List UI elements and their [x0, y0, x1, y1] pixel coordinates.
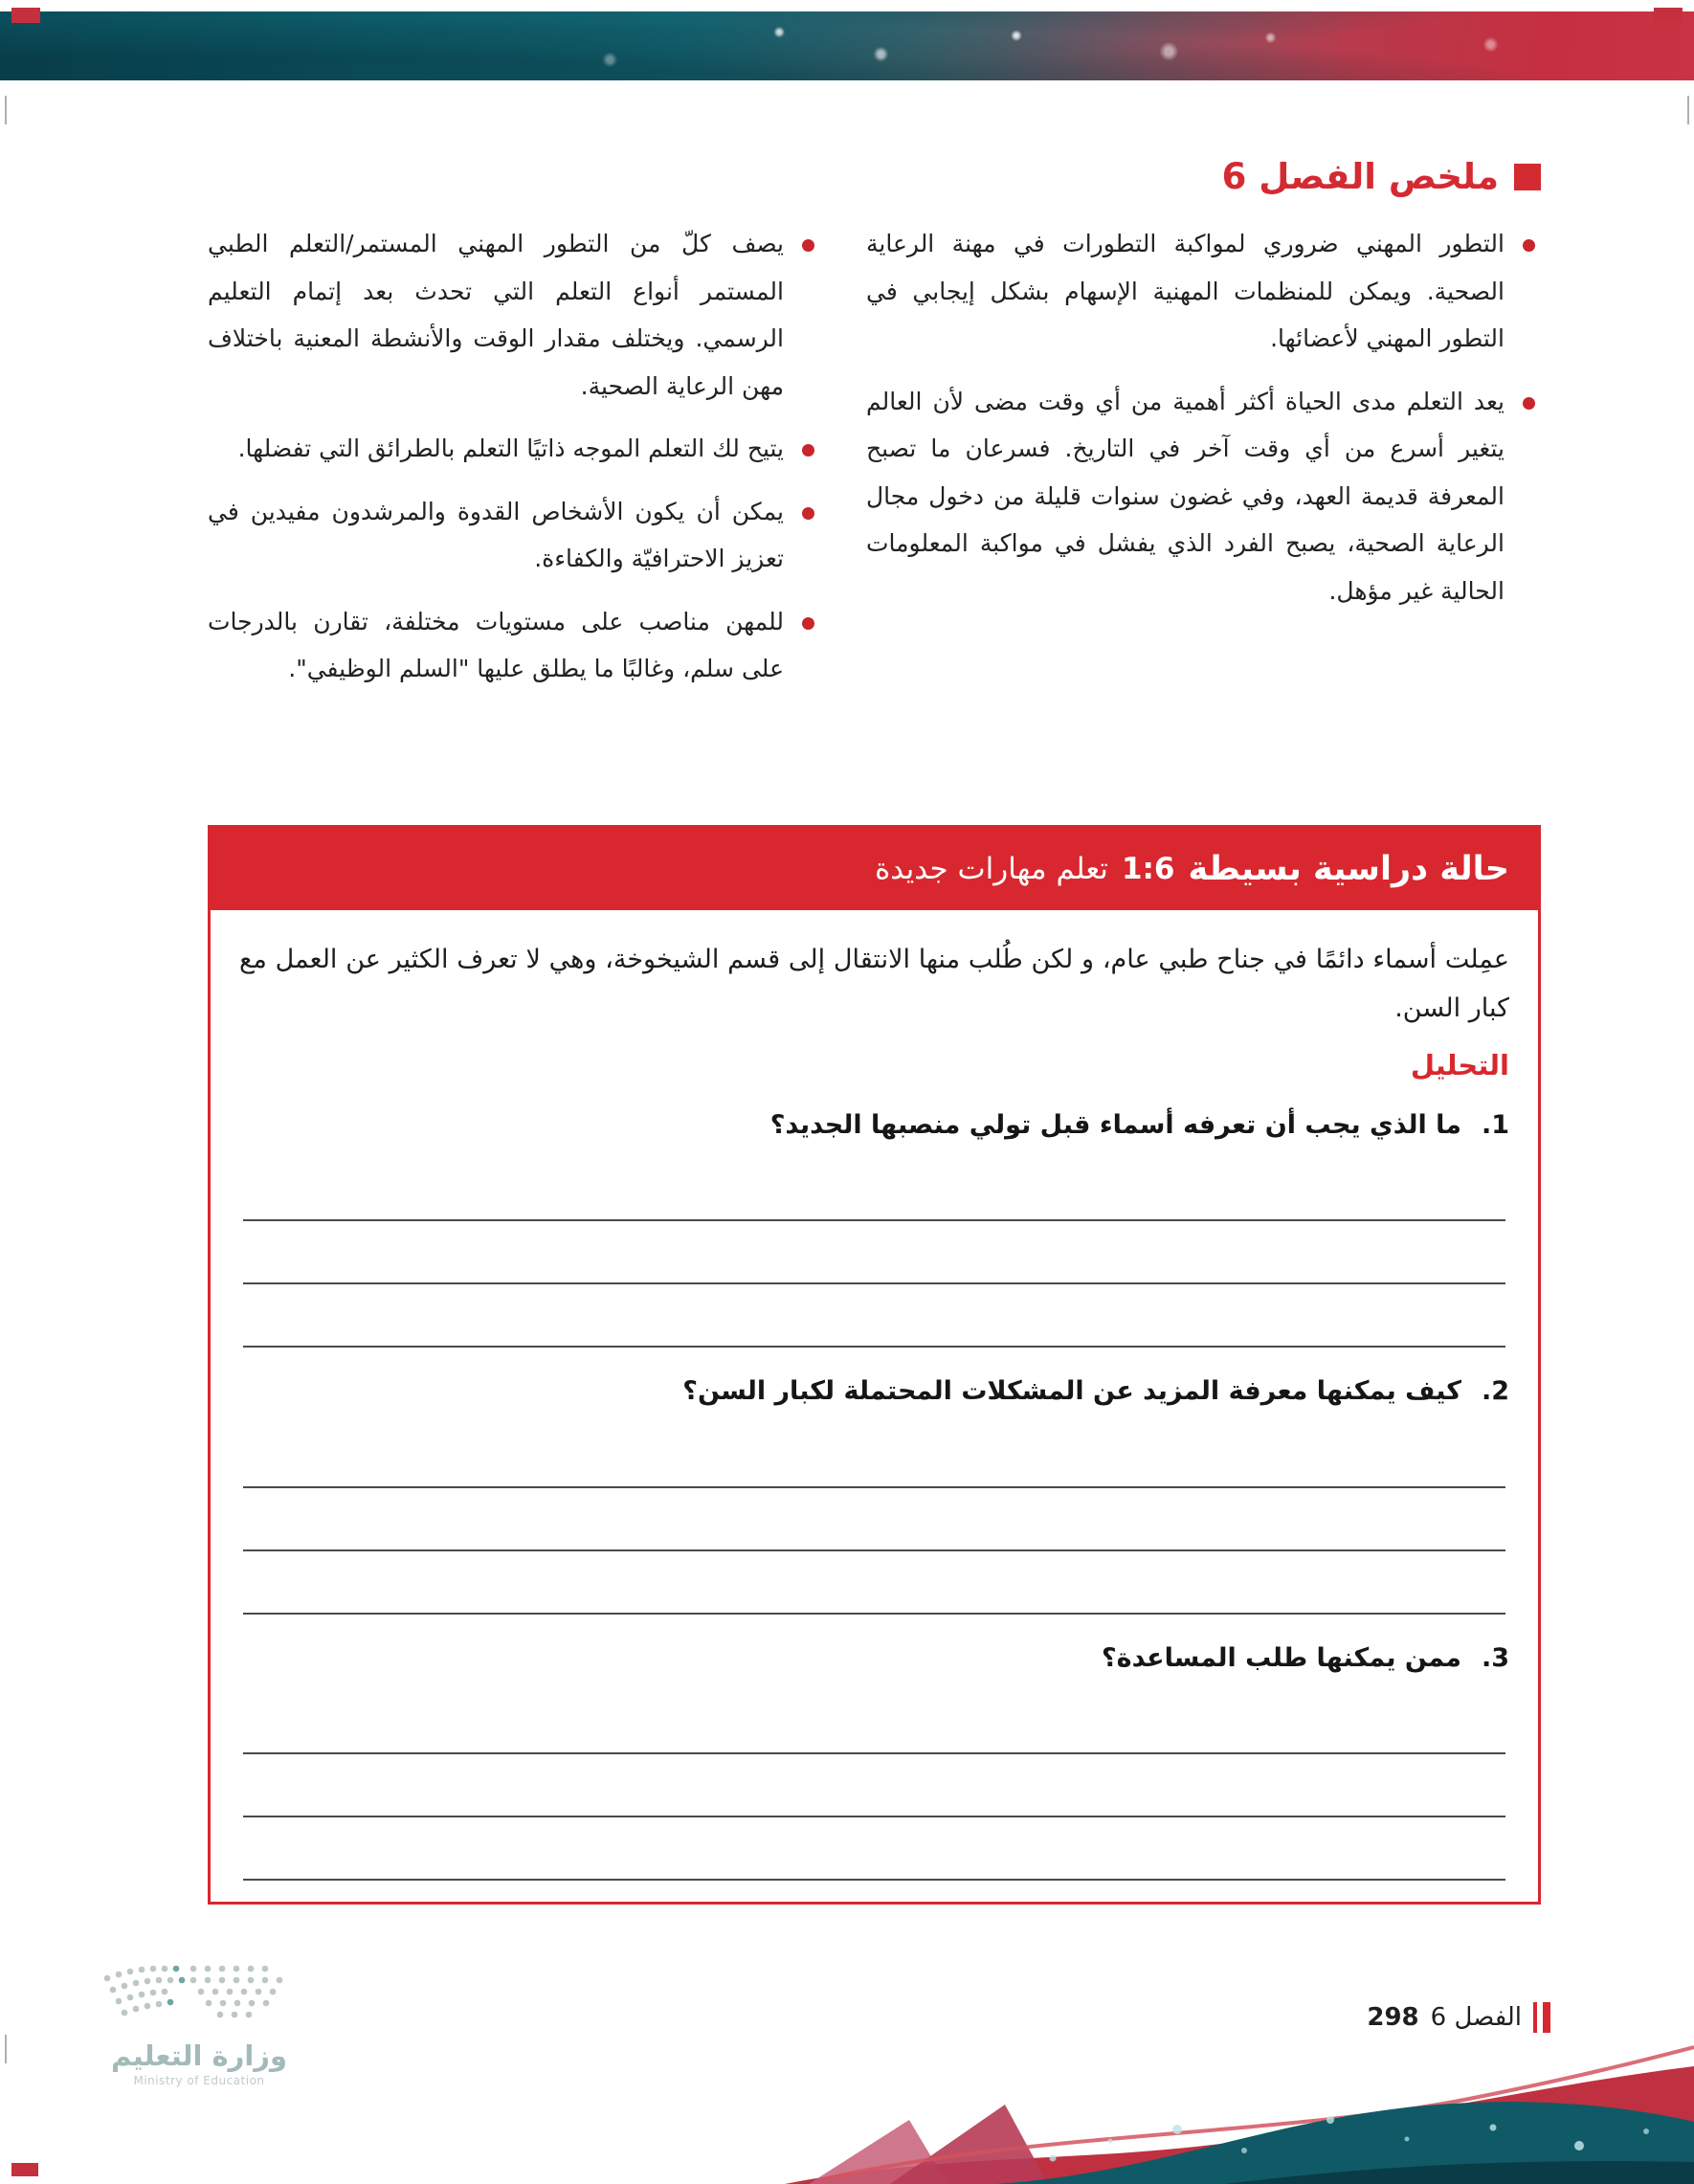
moe-arabic-name: وزارة التعليم	[110, 2039, 288, 2072]
answer-lines	[239, 1691, 1509, 1881]
print-corner-mark	[11, 8, 40, 23]
case-study-subtitle: تعلم مهارات جديدة	[875, 852, 1108, 886]
answer-line	[243, 1551, 1505, 1615]
ministry-of-education-logo	[84, 1957, 314, 2087]
summary-bullet: التطور المهني ضروري لمواكبة التطورات في مهنة الرعاية الصحية. ويمكن للمنظمات المهنية الإسهام بشكل إيجابي في التطور المهني لأعضائها.	[866, 220, 1541, 363]
chapter-label: الفصل 6	[1430, 2003, 1522, 2032]
answer-line	[243, 1817, 1505, 1881]
question-text	[239, 1106, 1509, 1146]
moe-english-name: Ministry of Education	[133, 2074, 265, 2087]
answer-line	[243, 1754, 1505, 1817]
crop-tick	[5, 96, 7, 124]
question-number: 2.	[1481, 1376, 1509, 1407]
moe-emblem-dots-icon	[94, 1957, 304, 2034]
summary-heading-text: ملخص الفصل 6	[1221, 156, 1499, 197]
summary-bullet: يمكن أن يكون الأشخاص القدوة والمرشدون مفيدين في تعزيز الاحترافيّة والكفاءة.	[208, 488, 820, 583]
question-block-3	[239, 1639, 1509, 1882]
analysis-label: التحليل	[1410, 1048, 1509, 1081]
case-study-header	[211, 828, 1538, 910]
summary-bullet: يتيح لك التعلم الموجه ذاتيًا التعلم بالطرائق التي تفضلها.	[208, 425, 820, 473]
answer-line	[243, 1488, 1505, 1551]
red-square-icon	[1514, 164, 1541, 190]
question-label: كيف يمكنها معرفة المزيد عن المشكلات المحتملة لكبار السن؟	[682, 1376, 1461, 1407]
case-study-body	[211, 910, 1538, 1881]
case-study-title: حالة دراسية بسيطة	[1188, 850, 1509, 888]
top-decorative-band	[0, 11, 1694, 80]
case-study-intro: عمِلت أسماء دائمًا في جناح طبي عام، و لكن طُلب منها الانتقال إلى قسم الشيخوخة، وهي لا تعرف الكثير عن العمل مع كبار السن.	[239, 945, 1509, 1024]
answer-lines	[239, 1425, 1509, 1615]
question-label: ممن يمكنها طلب المساعدة؟	[1101, 1642, 1461, 1673]
page-number: 298	[1367, 2003, 1419, 2032]
question-label: ما الذي يجب أن تعرفه أسماء قبل تولي منصبها الجديد؟	[769, 1109, 1461, 1140]
case-study-box	[208, 825, 1541, 1905]
answer-line	[243, 1425, 1505, 1488]
summary-heading	[1222, 156, 1541, 197]
crop-tick	[1687, 96, 1689, 124]
summary-bullet: للمهن مناصب على مستويات مختلفة، تقارن بالدرجات على سلم، وغالبًا ما يطلق عليها "السلم الوظيفي".	[208, 598, 820, 693]
question-number: 3.	[1481, 1642, 1509, 1673]
question-block-2	[239, 1372, 1509, 1615]
answer-line	[243, 1691, 1505, 1754]
question-text	[239, 1639, 1509, 1679]
question-number: 1.	[1481, 1109, 1509, 1140]
answer-line	[243, 1284, 1505, 1348]
print-corner-mark	[1654, 8, 1683, 23]
question-block-1	[239, 1106, 1509, 1348]
answer-line	[243, 1221, 1505, 1284]
summary-columns	[208, 220, 1541, 708]
summary-column-left	[208, 220, 820, 708]
question-text	[239, 1372, 1509, 1412]
answer-lines	[239, 1158, 1509, 1348]
summary-column-right	[866, 220, 1541, 708]
summary-bullet: يصف كلّ من التطور المهني المستمر/التعلم الطبي المستمر أنواع التعلم التي تحدث بعد إتمام التعليم الرسمي. ويختلف مقدار الوقت والأنشطة المعنية باختلاف مهن الرعاية الصحية.	[208, 220, 820, 410]
summary-bullet: يعد التعلم مدى الحياة أكثر أهمية من أي وقت مضى لأن العالم يتغير أسرع من أي وقت آخر في التاريخ. فسرعان ما تصبح المعرفة قديمة العهد، وفي غضون سنوات قليلة من دخول مجال الرعاية الصحية، يصبح الفرد الذي يفشل في مواكبة المعلومات الحالية غير مؤهل.	[866, 378, 1541, 615]
case-study-number: 1:6	[1121, 852, 1175, 886]
answer-line	[243, 1158, 1505, 1221]
